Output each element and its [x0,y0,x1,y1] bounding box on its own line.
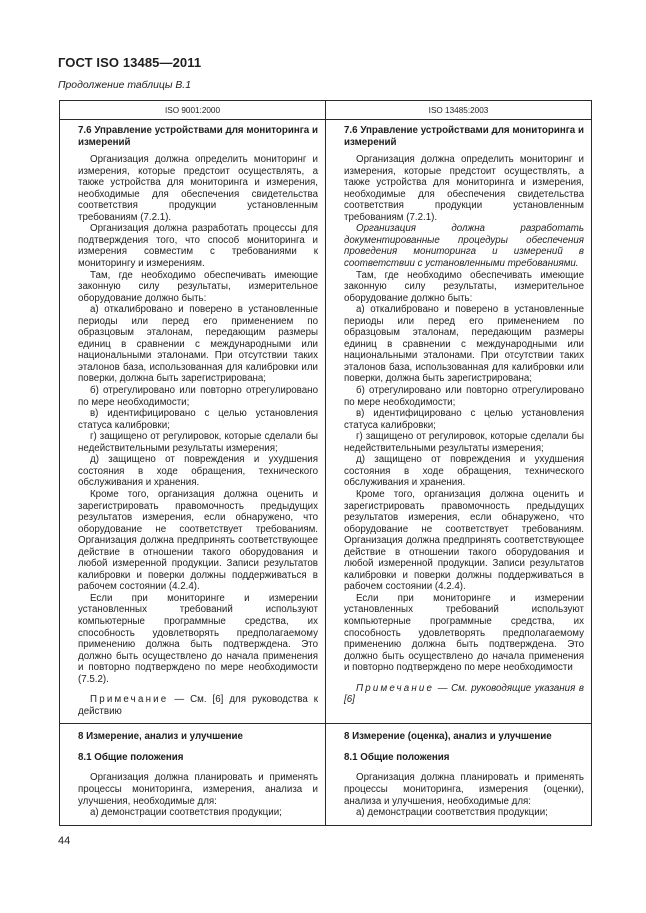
paragraph: Организация должна разработать процессы для подтверждения того, что способ мониторинга и измерения совместим с требованиями к мониторингу и измерениям. [78,223,318,270]
list-item: в) идентифицировано с целью установления статуса калибровки; [344,408,584,431]
section-title-7-6: 7.6 Управление устройствами для мониторинга и измерений [344,125,584,148]
list-item: а) демонстрации соответствия продукции; [90,807,282,819]
note [344,683,584,706]
list-item: б) отрегулировано или повторно отрегулировано по мере необходимости; [344,385,584,408]
section-title-8-1: 8.1 Общие положения [78,751,184,763]
paragraph: Кроме того, организация должна оценить и зарегистрировать правомочность предыдущих результатов измерения, если обнаружено, что оборудование не соответствует требованиям. Организация должна предпринять соответствующее действие в отношении такого оборудования и любой измеренной продукции. Записи результатов калибровки и поверки должны поддерживаться в рабочем состоянии (4.2.4). [344,488,584,593]
note-label: Примечание [90,694,169,706]
paragraph: Если при мониторинге и измерении установленных требований используют компьютерные программные средства, их способность удовлетворять предполагаемому применению должна быть подтверждена. Это должно быть осуществлено до начала применения и повторно подтверждено по мере необходимости [344,592,584,674]
table-row-8 [60,724,592,825]
list-item: д) защищено от повреждения и ухудшения состояния в ходе обращения, технического обслуживания и хранения. [78,454,318,489]
cell-iso9001-8 [60,724,326,825]
section-title-7-6: 7.6 Управление устройствами для мониторинга и измерений [78,125,318,148]
standard-title: ГОСТ ISO 13485—2011 [58,55,202,70]
note-text: — См. руководящие указания в [6] [344,682,584,706]
list-item: г) защищено от регулировок, которые сделали бы недействительными результаты измерения; [344,431,584,454]
note-text: — См. [6] для руководства к действию [78,694,318,717]
comparison-table [59,100,592,826]
list-item: а) откалибровано и поверено в установленные периоды или перед его применением по образцовым эталонам, передающим размеры единиц в сравнении с международными или национальными эталонами. При отсутствии таких эталонов база, использованная для калибровки или поверки, должна быть зарегистрирована; [78,304,318,385]
list-item: а) демонстрации соответствия продукции; [356,807,548,819]
table-row-7-6 [60,120,592,724]
note-label: Примечание [356,682,435,694]
paragraph: Организация должна определить мониторинг и измерения, которые предстоит осуществлять, а также устройства для мониторинга и измерения, необходимые для обеспечения свидетельства соответствия продукции установленным требованиям (7.2.1). [344,154,584,223]
list-item: б) отрегулировано или повторно отрегулировано по мере необходимости; [78,385,318,408]
paragraph: Организация должна планировать и применять процессы мониторинга, измерения (оценки), анализа и улучшения, необходимые для: [344,772,584,807]
section-title-8-1: 8.1 Общие положения [344,751,450,763]
paragraph: Кроме того, организация должна оценить и зарегистрировать правомочность предыдущих результатов измерения, если обнаружено, что оборудование не соответствует требованиям. Организация должна предпринять соответствующее действие в отношении такого оборудования и любой измеренной продукции. Записи результатов калибровки и поверки должны поддерживаться в рабочем состоянии (4.2.4). [78,488,318,593]
column-header-iso9001: ISO 9001:2000 [60,101,326,120]
table-header-row [60,101,592,120]
section-title-8: 8 Измерение (оценка), анализ и улучшение [344,731,552,743]
cell-iso13485-7-6 [326,120,592,724]
list-item: д) защищено от повреждения и ухудшения состояния в ходе обращения, технического обслуживания и хранения. [344,454,584,489]
cell-iso9001-7-6 [60,120,326,724]
paragraph: Организация должна определить мониторинг и измерения, которые предстоит осуществлять, а также устройства для мониторинга и измерения, необходимые для обеспечения свидетельства соответствия продукции установленным требованиям (7.2.1). [78,154,318,223]
paragraph-italic: Организация должна разработать документированные процедуры обеспечения проведения мониторинга и измерений в соответствии с установленными требованиями. [344,223,584,270]
paragraph: Если при мониторинге и измерении установленных требований используют компьютерные программные средства, их способность удовлетворять предполагаемому применению должна быть подтверждена. Это должно быть осуществлено до начала применения и повторно подтверждено по мере необходимости (7.5.2). [78,592,318,685]
paragraph: Там, где необходимо обеспечивать имеющие законную силу результаты, измерительное оборудование должно быть: [78,269,318,304]
list-item: в) идентифицировано с целью установления статуса калибровки; [78,408,318,431]
table-continuation-caption: Продолжение таблицы В.1 [58,80,191,91]
column-header-iso13485: ISO 13485:2003 [326,101,592,120]
page-number: 44 [58,835,71,847]
paragraph: Организация должна планировать и применять процессы мониторинга, измерения, анализа и улучшения, необходимые для: [78,772,318,807]
paragraph: Там, где необходимо обеспечивать имеющие законную силу результаты, измерительное оборудование должно быть: [344,269,584,304]
section-title-8: 8 Измерение, анализ и улучшение [78,731,243,743]
cell-iso13485-8 [326,724,592,825]
note [78,694,318,717]
list-item: г) защищено от регулировок, которые сделали бы недействительными результаты измерения; [78,431,318,454]
list-item: а) откалибровано и поверено в установленные периоды или перед его применением по образцовым эталонам, передающим размеры единиц в сравнении с международными или национальными эталонами. При отсутствии таких эталонов база, использованная для калибровки или поверки, должна быть зарегистрирована; [344,304,584,385]
